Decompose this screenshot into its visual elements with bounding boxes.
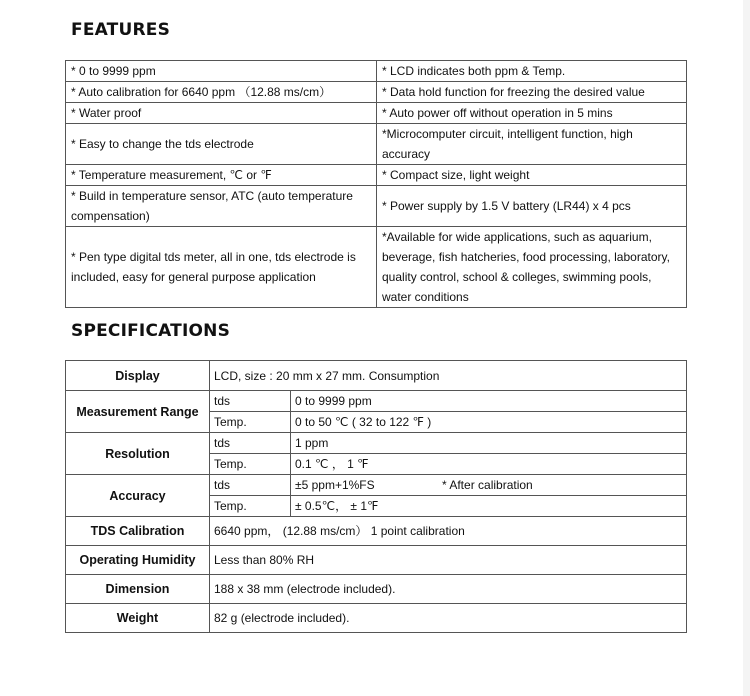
spec-key: tds [210,433,291,454]
spec-label: TDS Calibration [66,517,210,546]
table-row [66,227,687,308]
spec-value: LCD, size : 20 mm x 27 mm. Consumption [210,361,687,391]
specifications-heading: SPECIFICATIONS [71,321,231,341]
table-row [66,475,687,496]
table-row [66,433,687,454]
table-row [66,546,687,575]
spec-key: Temp. [210,454,291,475]
spec-key: tds [210,475,291,496]
spec-key: Temp. [210,412,291,433]
table-row [66,103,687,124]
spec-key: Temp. [210,496,291,517]
feature-cell: * 0 to 9999 ppm [66,61,377,82]
feature-cell: * Compact size, light weight [377,165,687,186]
spec-value [291,475,687,496]
features-heading: FEATURES [71,20,171,40]
spec-label: Resolution [66,433,210,475]
table-row [66,61,687,82]
spec-key: tds [210,391,291,412]
spec-label: Display [66,361,210,391]
features-table [65,60,687,308]
feature-cell: * LCD indicates both ppm & Temp. [377,61,687,82]
feature-cell: * Pen type digital tds meter, all in one, tds electrode is included, easy for general purpose application [66,227,377,308]
table-row [66,186,687,227]
table-row [66,165,687,186]
spec-label: Weight [66,604,210,633]
spec-label: Measurement Range [66,391,210,433]
spec-label: Operating Humidity [66,546,210,575]
table-row [66,517,687,546]
spec-label: Accuracy [66,475,210,517]
spec-value: 188 x 38 mm (electrode included). [210,575,687,604]
feature-cell: * Easy to change the tds electrode [66,124,377,165]
spec-value: 82 g (electrode included). [210,604,687,633]
spec-label: Dimension [66,575,210,604]
accuracy-note: * After calibration [442,478,533,492]
feature-cell: * Water proof [66,103,377,124]
feature-cell: * Auto power off without operation in 5 mins [377,103,687,124]
table-row [66,604,687,633]
feature-cell: * Auto calibration for 6640 ppm （12.88 ms/cm） [66,82,377,103]
feature-cell: * Temperature measurement, ℃ or ℉ [66,165,377,186]
spec-value: 6640 ppm， (12.88 ms/cm） 1 point calibration [210,517,687,546]
specifications-table [65,360,687,633]
feature-cell: * Build in temperature sensor, ATC (auto temperature compensation) [66,186,377,227]
table-row [66,124,687,165]
spec-value: ± 0.5℃， ± 1℉ [291,496,687,517]
spec-value: 0 to 9999 ppm [291,391,687,412]
table-row [66,575,687,604]
table-row [66,82,687,103]
spec-value: 0 to 50 ℃ ( 32 to 122 ℉ ) [291,412,687,433]
spec-value: 0.1 ℃ ， 1 ℉ [291,454,687,475]
feature-cell: *Microcomputer circuit, intelligent function, high accuracy [377,124,687,165]
spec-value: 1 ppm [291,433,687,454]
spec-value: Less than 80% RH [210,546,687,575]
feature-cell: * Data hold function for freezing the desired value [377,82,687,103]
feature-cell: *Available for wide applications, such as aquarium, beverage, fish hatcheries, food processing, laboratory, quality control, school & colleges, swimming pools, water conditions [377,227,687,308]
table-row [66,391,687,412]
feature-cell: * Power supply by 1.5 V battery (LR44) x 4 pcs [377,186,687,227]
page-edge [743,0,750,696]
accuracy-tds-value: ±5 ppm+1%FS [295,478,375,492]
table-row [66,361,687,391]
